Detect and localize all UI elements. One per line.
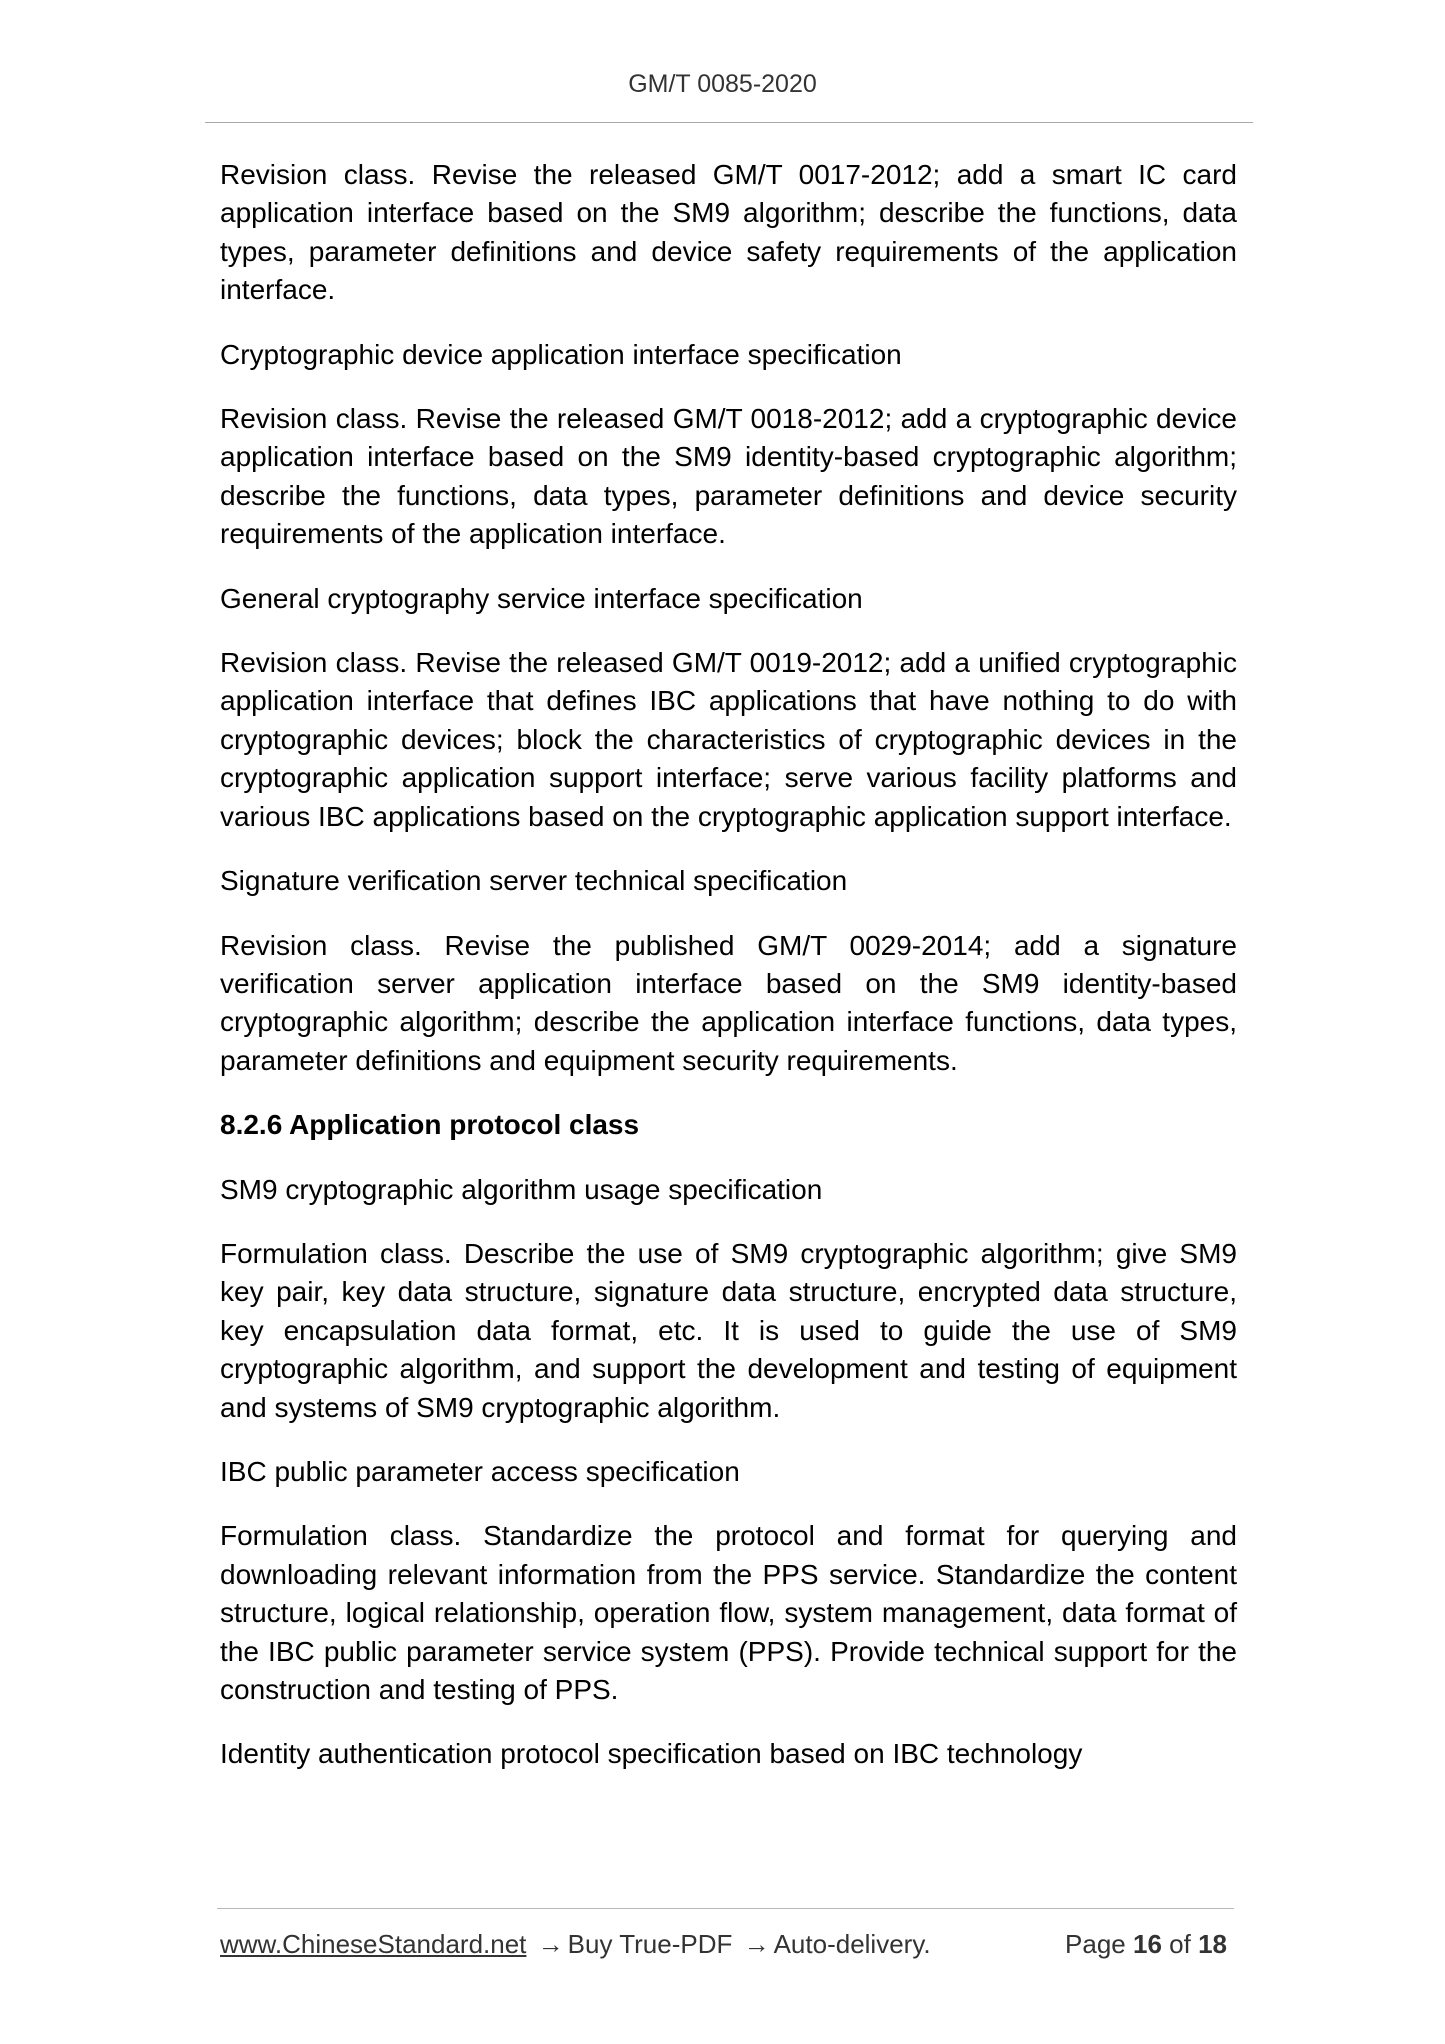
page-total: 18	[1198, 1929, 1227, 1959]
item-title: Signature verification server technical specification	[220, 865, 848, 897]
paragraph: Formulation class. Standardize the protocol and format for querying and downloading relevant information from the PPS service. Standardize the content structure, logical relationship, operation flow, system management, data format of the IBC public parameter service system (PPS). Provide technical support for the construction and testing of PPS.	[220, 1520, 1237, 1705]
document-body	[220, 156, 1237, 1800]
paragraph: Revision class. Revise the released GM/T 0017-2012; add a smart IC card application interface based on the SM9 algorithm; describe the functions, data types, parameter definitions and device safety requirements of the application interface.	[220, 159, 1237, 306]
delivery-text: Auto-delivery.	[773, 1929, 931, 1959]
paragraph: Revision class. Revise the released GM/T 0019-2012; add a unified cryptographic application interface that defines IBC applications that have nothing to do with cryptographic devices; block the characteristics of cryptographic devices in the cryptographic application support interface; serve various facility platforms and various IBC applications based on the cryptographic application support interface.	[220, 647, 1237, 832]
page-number	[1065, 1929, 1227, 1960]
page-of-label: of	[1169, 1929, 1191, 1959]
page-footer	[220, 1929, 1237, 1960]
item-title: SM9 cryptographic algorithm usage specification	[220, 1173, 823, 1205]
paragraph: Revision class. Revise the published GM/T 0029-2014; add a signature verification server application interface based on the SM9 identity-based cryptographic algorithm; describe the application interface functions, data types, parameter definitions and equipment security requirements.	[220, 929, 1237, 1076]
paragraph: Formulation class. Describe the use of SM9 cryptographic algorithm; give SM9 key pair, key data structure, signature data structure, encrypted data structure, key encapsulation data format, etc. It is used to guide the use of SM9 cryptographic algorithm, and support the development and testing of equipment and systems of SM9 cryptographic algorithm.	[220, 1237, 1237, 1423]
item-title: Identity authentication protocol specification based on IBC technology	[220, 1738, 1083, 1770]
section-heading: 8.2.6 Application protocol class	[220, 1109, 640, 1141]
item-title: IBC public parameter access specification	[220, 1455, 740, 1487]
item-title: Cryptographic device application interface specification	[220, 338, 902, 370]
arrow-right-icon: →	[537, 1929, 564, 1959]
buy-text: Buy True-PDF	[567, 1929, 733, 1959]
page-label: Page	[1065, 1929, 1126, 1959]
website-link[interactable]: www.ChineseStandard.net	[220, 1929, 527, 1959]
page-current: 16	[1133, 1929, 1162, 1959]
arrow-right-icon: →	[743, 1929, 770, 1959]
header-divider	[205, 122, 1253, 123]
footer-divider	[217, 1908, 1234, 1909]
running-header: GM/T 0085-2020	[628, 70, 817, 98]
item-title: General cryptography service interface specification	[220, 582, 863, 614]
paragraph: Revision class. Revise the released GM/T 0018-2012; add a cryptographic device application interface based on the SM9 identity-based cryptographic algorithm; describe the functions, data types, parameter definitions and device security requirements of the application interface.	[220, 403, 1237, 550]
